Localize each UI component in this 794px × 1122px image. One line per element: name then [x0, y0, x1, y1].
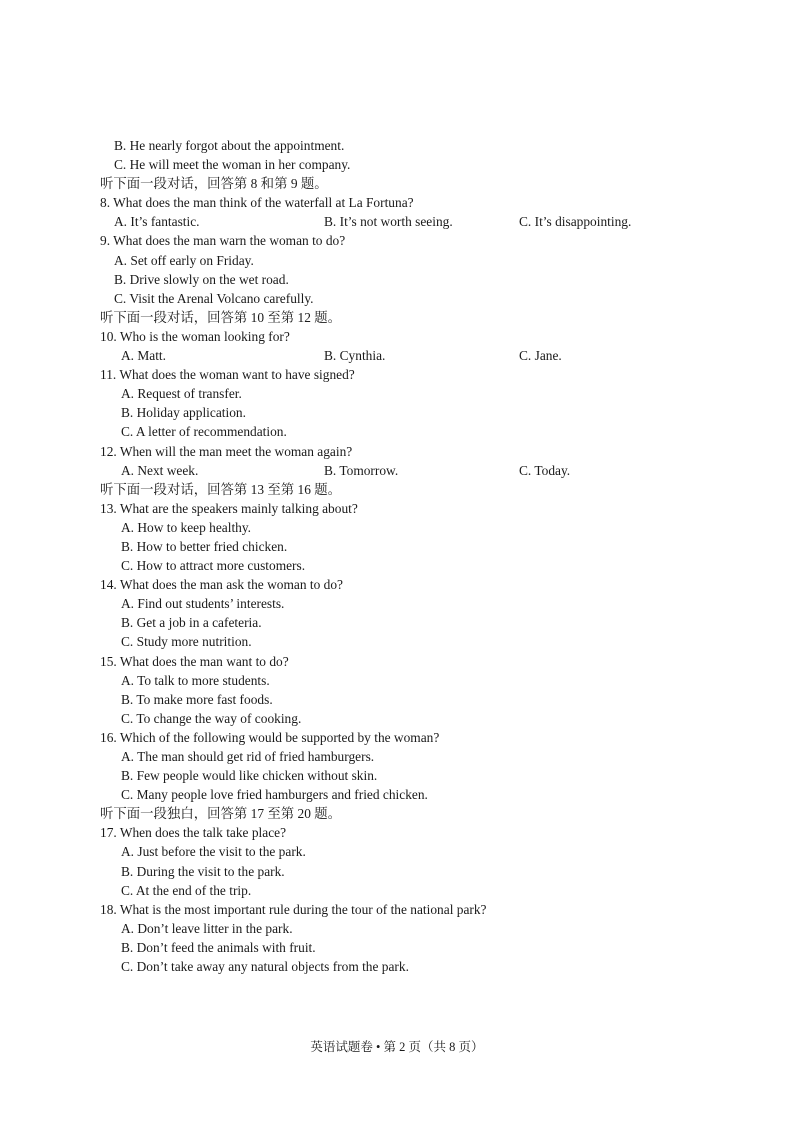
- option-a: A. Find out students’ interests.: [121, 596, 285, 612]
- question-13: 13. What are the speakers mainly talking about?: [100, 500, 358, 516]
- option-b: B. Few people would like chicken without skin.: [121, 768, 378, 784]
- option-a: A. How to keep healthy.: [121, 519, 252, 535]
- question-14: 14. What does the man ask the woman to do?: [100, 577, 343, 593]
- option-a: A. Matt.: [121, 348, 167, 364]
- section-instruction-17-20: 听下面一段独白，回答第 17 至第 20 题。: [100, 806, 342, 822]
- question-8-options: [0, 212, 794, 231]
- option-b: B. Don’t feed the animals with fruit.: [121, 939, 316, 955]
- option-c: C. Don’t take away any natural objects from the park.: [121, 959, 409, 975]
- option-a: A. Just before the visit to the park.: [121, 844, 306, 860]
- option-c: C. How to attract more customers.: [121, 558, 306, 574]
- page-content: [0, 136, 794, 976]
- section-instruction-10-12: 听下面一段对话，回答第 10 至第 12 题。: [100, 309, 342, 325]
- question-8: 8. What does the man think of the waterfall at La Fortuna?: [100, 195, 414, 211]
- option-c: C. A letter of recommendation.: [121, 424, 287, 440]
- option-c: C. It’s disappointing.: [519, 214, 632, 230]
- option-a: A. Request of transfer.: [121, 386, 242, 402]
- section-instruction-13-16: 听下面一段对话，回答第 13 至第 16 题。: [100, 481, 342, 497]
- question-11: 11. What does the woman want to have signed?: [100, 367, 355, 383]
- option-c: C. Jane.: [519, 348, 562, 364]
- option-b: B. Get a job in a cafeteria.: [121, 615, 262, 631]
- option-c: C. Study more nutrition.: [121, 634, 252, 650]
- option-c: C. To change the way of cooking.: [121, 710, 302, 726]
- option-b: B. To make more fast foods.: [121, 691, 273, 707]
- question-9: 9. What does the man warn the woman to do?: [100, 233, 346, 249]
- page-footer: 英语试题卷 • 第 2 页（共 8 页）: [310, 1040, 484, 1054]
- option-a: A. It’s fantastic.: [114, 214, 200, 230]
- option-c: C. Visit the Arenal Volcano carefully.: [114, 290, 314, 306]
- option-b: B. During the visit to the park.: [121, 863, 285, 879]
- option-a: A. Don’t leave litter in the park.: [121, 920, 293, 936]
- option-b: B. Holiday application.: [121, 405, 246, 421]
- option-a: A. To talk to more students.: [121, 672, 270, 688]
- prev-option-c: C. He will meet the woman in her company.: [114, 157, 351, 173]
- option-b: B. Drive slowly on the wet road.: [114, 271, 289, 287]
- question-12-options: [0, 461, 794, 480]
- option-c: C. At the end of the trip.: [121, 882, 252, 898]
- question-10-options: [0, 346, 794, 365]
- option-a: A. The man should get rid of fried hamburgers.: [121, 749, 375, 764]
- question-12: 12. When will the man meet the woman again?: [100, 443, 353, 459]
- option-b: B. How to better fried chicken.: [121, 538, 288, 554]
- question-16: 16. Which of the following would be supported by the woman?: [100, 729, 440, 745]
- question-17: 17. When does the talk take place?: [100, 825, 287, 841]
- option-a: A. Next week.: [121, 462, 199, 478]
- question-15: 15. What does the man want to do?: [100, 653, 289, 669]
- option-a: A. Set off early on Friday.: [114, 252, 254, 268]
- question-10: 10. Who is the woman looking for?: [100, 328, 290, 344]
- prev-option-b: B. He nearly forgot about the appointment.: [114, 138, 345, 153]
- section-instruction-8-9: 听下面一段对话，回答第 8 和第 9 题。: [100, 176, 328, 192]
- option-b: B. Tomorrow.: [324, 462, 399, 478]
- option-b: B. Cynthia.: [324, 348, 386, 364]
- option-c: C. Many people love fried hamburgers and fried chicken.: [121, 787, 428, 803]
- option-b: B. It’s not worth seeing.: [324, 214, 453, 230]
- question-18: 18. What is the most important rule during the tour of the national park?: [100, 901, 487, 917]
- option-c: C. Today.: [519, 462, 571, 478]
